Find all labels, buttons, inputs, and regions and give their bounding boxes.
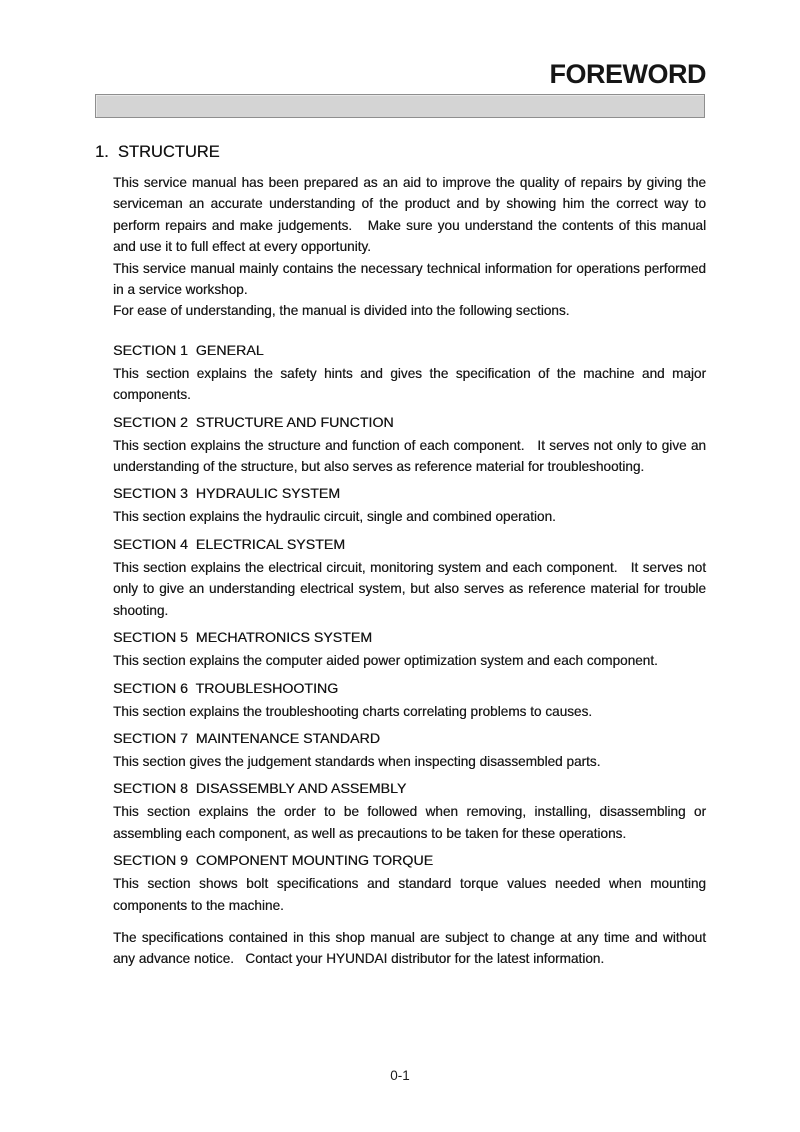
section-block [95,680,706,722]
intro-paragraph: This service manual mainly contains the necessary technical information for operations performed in a service workshop. [113,260,706,298]
intro-paragraph: For ease of understanding, the manual is divided into the following sections. [113,303,570,319]
section-title: SECTION 8 DISASSEMBLY AND ASSEMBLY [113,781,407,798]
section-block [95,485,706,527]
section-block [95,852,706,916]
section-block [95,780,706,844]
section-title: SECTION 2 STRUCTURE AND FUNCTION [113,414,394,431]
closing-paragraph: The specifications contained in this shop manual are subject to change at any time and without any advance notice. Contact your HYUNDAI distributor for the latest information. [113,929,706,967]
section-description: This section shows bolt specifications and standard torque values needed when mounting components to the machine. [113,876,706,913]
section-block [95,414,706,478]
page-content [95,142,706,970]
section-block [95,342,706,406]
section-title: SECTION 4 ELECTRICAL SYSTEM [113,536,346,553]
section-description: This section gives the judgement standards when inspecting disassembled parts. [113,753,601,769]
page-title: FOREWORD [549,59,706,89]
title-underline-bar [95,94,705,118]
intro-paragraph: This service manual has been prepared as an aid to improve the quality of repairs by giving the serviceman an accurate understanding of the product and by showing him the correct way to perform repairs and make judgements. Make sure you understand the contents of this manual and use it to full effect at every opportunity. [113,175,706,255]
intro-block [95,172,706,322]
section-title: SECTION 3 HYDRAULIC SYSTEM [113,486,341,503]
section-title: SECTION 9 COMPONENT MOUNTING TORQUE [113,853,434,870]
section-description: This section explains the troubleshooting charts correlating problems to causes. [113,703,593,719]
section-description: This section explains the order to be followed when removing, installing, disassembling or assembling each component, as well as precautions to be taken for these operations. [113,804,706,841]
section-block [95,730,706,772]
section-description: This section explains the electrical circuit, monitoring system and each component. It serves not only to give an understanding electrical system, but also serves as reference material for trouble shooting. [113,559,706,618]
section-description: This section explains the structure and function of each component. It serves not only to give an understanding of the structure, but also serves as reference material for troubleshooting. [113,437,706,475]
page-number: 0-1 [390,1068,410,1083]
section-title: SECTION 5 MECHATRONICS SYSTEM [113,630,373,647]
section-block [95,629,706,671]
section-title: SECTION 6 TROUBLESHOOTING [113,680,339,697]
section-description: This section explains the hydraulic circuit, single and combined operation. [113,509,556,525]
closing-block [95,927,706,970]
section-title: SECTION 7 MAINTENANCE STANDARD [113,730,380,747]
section-description: This section explains the computer aided power optimization system and each component. [113,653,658,669]
section-title: SECTION 1 GENERAL [113,342,264,359]
section-description: This section explains the safety hints and gives the specification of the machine and major components. [113,365,706,403]
structure-heading: 1. STRUCTURE [95,143,220,161]
section-block [95,536,706,621]
